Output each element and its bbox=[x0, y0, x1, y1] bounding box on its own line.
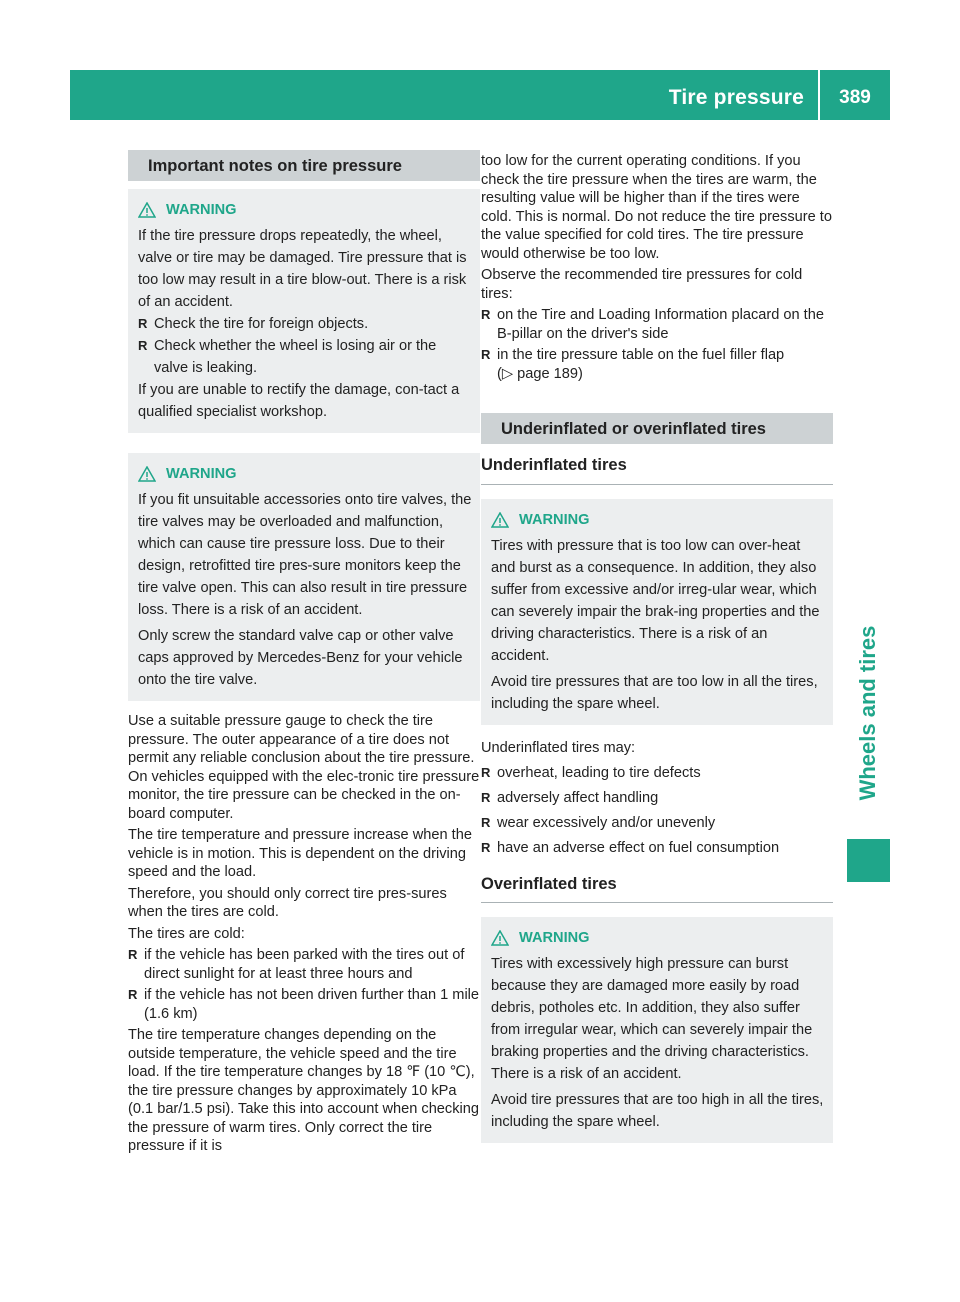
paragraph: The tire temperature changes depending on the outside temperature, the vehicle speed and the tire load. If the tire temperature changes by 18 ℉ (10 ℃), the tire pressure changes by approximately 10 kPa (0.1 bar/1.5 psi). Take this into account when checking the pressure of warm tires. Only correct the tire pressure if it is bbox=[128, 1027, 479, 1154]
warning-box bbox=[481, 499, 833, 725]
chapter-tab-label: Wheels and tires bbox=[855, 625, 880, 801]
body-text bbox=[481, 152, 833, 383]
right-column bbox=[481, 152, 833, 1143]
section-heading: Important notes on tire pressure bbox=[128, 150, 480, 181]
paragraph: Underinflated tires may: bbox=[481, 739, 636, 756]
bullet-item: R on the Tire and Loading Information placard on the B-pillar on the driver's side bbox=[481, 306, 833, 343]
warning-title bbox=[491, 927, 825, 949]
body-text bbox=[481, 737, 833, 859]
paragraph: The tires are cold: bbox=[128, 925, 245, 942]
chapter-marker bbox=[847, 839, 890, 882]
warning-box bbox=[128, 189, 480, 433]
warning-text: Tires with excessively high pressure can burst because they are damaged more easily by road debris, potholes etc. In addition, they also suffer from irregular wear, which can severely impair the braking properties and the driving characteristics. There is a risk of an accident. bbox=[491, 956, 813, 1082]
warning-text: Only screw the standard valve cap or other valve caps approved by Mercedes-Benz for your vehicle onto the tire valve. bbox=[138, 628, 463, 688]
bullet-text: in the tire pressure table on the fuel filler flap bbox=[497, 347, 785, 363]
page-number: 389 bbox=[839, 87, 871, 108]
warning-text: Tires with pressure that is too low can over-heat and burst as a consequence. In addition, they also suffer from excessive and/or irreg-ular wear, which can severely impair the brak-ing properties and the driving characteristics. There is a risk of an accident. bbox=[491, 537, 820, 664]
bullet-item: R have an adverse effect on fuel consumption bbox=[481, 837, 833, 859]
warning-text: If the tire pressure drops repeatedly, the wheel, valve or tire may be damaged. Tire pressure that is too low may result in a tire blow-out. There is a risk of an accident. bbox=[138, 228, 467, 310]
warning-label: WARNING bbox=[166, 202, 237, 218]
warning-triangle-icon bbox=[138, 466, 156, 482]
body-text bbox=[128, 712, 480, 1156]
bullet-item bbox=[481, 346, 833, 383]
bullet-item: R wear excessively and/or unevenly bbox=[481, 812, 833, 834]
paragraph: too low for the current operating conditions. If you check the tire pressure when the tires are warm, the resulting value will be higher than if the tires were cold. This is normal. Do not reduce the tire pressure to the value specified for cold tires. The tire pressure would otherwise be too low. bbox=[481, 153, 832, 262]
subsection-heading: Overinflated tires bbox=[481, 871, 833, 904]
warning-title bbox=[138, 463, 472, 485]
paragraph: Therefore, you should only correct tire pres-sures when the tires are cold. bbox=[128, 885, 447, 920]
subsection-heading: Underinflated tires bbox=[481, 452, 833, 485]
bullet-item: R Check the tire for foreign objects. bbox=[138, 313, 472, 335]
page-reference[interactable]: (▷ page 189) bbox=[497, 365, 583, 382]
warning-text: If you fit unsuitable accessories onto tire valves, the tire valves may be overloaded and malfunction, which can cause tire pressure loss. Due to their design, retrofitted tire pres-sure monitors keep the tire valve open. This can also result in tire pressure loss. There is a risk of an accident. bbox=[138, 492, 472, 618]
paragraph: Use a suitable pressure gauge to check the tire pressure. The outer appearance of a tire does not permit any reliable conclusion about the tire pressure. On vehicles equipped with the elec-tronic tire pressure monitor, the tire pressure can be checked in the on-board computer. bbox=[128, 713, 480, 822]
warning-label: WARNING bbox=[519, 511, 590, 528]
warning-title bbox=[491, 509, 825, 531]
bullet-item: R Check whether the wheel is losing air or the valve is leaking. bbox=[138, 335, 472, 379]
page-title: Tire pressure bbox=[669, 70, 820, 120]
paragraph: The tire temperature and pressure increase when the vehicle is in motion. This is dependent on the driving speed and the load. bbox=[128, 827, 472, 880]
warning-label: WARNING bbox=[519, 930, 590, 946]
warning-title bbox=[138, 199, 472, 221]
warning-text: Avoid tire pressures that are too low in all the tires, including the spare wheel. bbox=[491, 673, 818, 712]
bullet-item: R overheat, leading to tire defects bbox=[481, 762, 833, 784]
bullet-item: R adversely affect handling bbox=[481, 787, 833, 809]
left-column bbox=[128, 150, 480, 1159]
warning-box bbox=[128, 453, 480, 701]
warning-text: If you are unable to rectify the damage, con-tact a qualified specialist workshop. bbox=[138, 382, 460, 420]
header-bar bbox=[70, 70, 890, 120]
warning-text: Avoid tire pressures that are too high in all the tires, including the spare wheel. bbox=[491, 1092, 824, 1130]
warning-triangle-icon bbox=[491, 930, 509, 946]
bullet-item: R if the vehicle has not been driven further than 1 mile (1.6 km) bbox=[128, 986, 480, 1023]
warning-triangle-icon bbox=[491, 512, 509, 528]
paragraph: Observe the recommended tire pressures for cold tires: bbox=[481, 267, 803, 302]
page-reference-arrow-icon: ▷ bbox=[501, 365, 514, 382]
warning-box bbox=[481, 917, 833, 1143]
warning-triangle-icon bbox=[138, 202, 156, 218]
section-heading: Underinflated or overinflated tires bbox=[481, 413, 833, 444]
bullet-item: R if the vehicle has been parked with the tires out of direct sunlight for at least three hours and bbox=[128, 946, 480, 983]
warning-label: WARNING bbox=[166, 466, 237, 482]
